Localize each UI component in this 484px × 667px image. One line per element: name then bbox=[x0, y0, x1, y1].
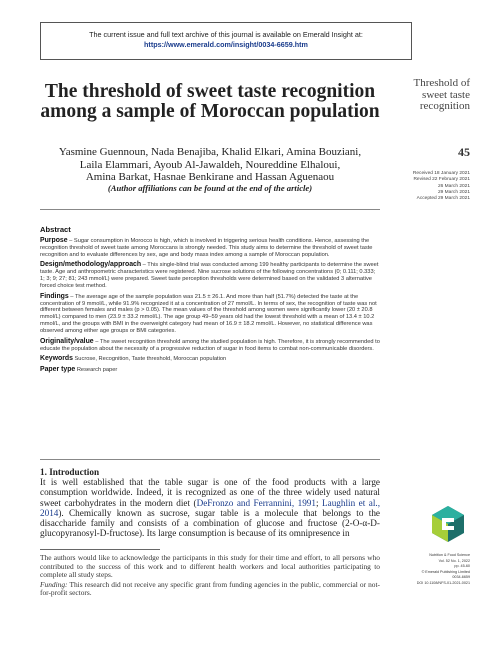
title-divider bbox=[40, 209, 380, 210]
abstract-originality bbox=[40, 339, 380, 353]
design-label: Design/methodology/approach bbox=[40, 261, 142, 269]
running-head bbox=[395, 78, 470, 113]
abstract-purpose bbox=[40, 238, 380, 259]
citation-defronzo-link[interactable]: DeFronzo and Ferrannini, 1991 bbox=[196, 497, 316, 508]
funding-statement bbox=[40, 581, 380, 598]
affiliation-note: (Author affiliations can be found at the end of the article) bbox=[107, 183, 313, 193]
revised-date: Revised 22 February 2021 bbox=[413, 177, 470, 183]
funding-text: This research did not receive any specific grant from funding agencies in the public, commercial or not-for-profit sectors. bbox=[40, 579, 380, 598]
journal-issn: 0034-6659 bbox=[452, 575, 470, 579]
introduction-heading: 1. Introduction bbox=[40, 467, 100, 477]
banner-text: The current issue and full text archive of this journal is available on Emerald Insight at: bbox=[89, 30, 363, 39]
introduction-section bbox=[40, 467, 380, 538]
author-line-1: Yasmine Guennoun, Nada Benajiba, Khalid Elkari, Amina Bouziani, bbox=[58, 146, 362, 158]
acknowledgement: The authors would like to acknowledge the participants in this study for their time and effort, to all persons who contributed to the success of this work and to different health workers and local authorities participating to complete all study steps. bbox=[40, 553, 380, 580]
abstract-findings bbox=[40, 294, 380, 335]
design-text: – This single-blind trial was conducted among 199 healthy participants to determine the sweet taste. Age and anthropometric characteristics were registered. Nine sucrose solutions of the following concentrations (0; 0.111; 0.333; 1; 3; 9; 27; 81; 243 mmol/L) were prepared. Sweet taste perception thresholds were determined based on the validated 3 alternative forced choice test method. bbox=[40, 262, 379, 289]
intro-text-c: ). Chemically known as sucrose, sugar table is a molecule that belongs to the disaccharide family and consists of a combination of glucose and fructose (2-O-α-D-glucopyranosyl-D-fructose). Its large consumption is because of its omnipresence in bbox=[40, 507, 380, 539]
running-head-line-1: Threshold of bbox=[413, 77, 470, 89]
citation-laughlin-link[interactable]: Laughlin et al., 2014 bbox=[40, 497, 380, 518]
journal-pages: pp. 45-60 bbox=[454, 564, 470, 568]
revised-date-2: 26 March 2021 bbox=[438, 183, 470, 189]
running-head-line-2: sweet taste bbox=[422, 88, 470, 101]
journal-publisher: © Emerald Publishing Limited bbox=[421, 569, 470, 574]
intro-text-b: ; bbox=[315, 497, 323, 508]
article-title: The threshold of sweet taste recognition among a sample of Moroccan population bbox=[40, 81, 380, 122]
author-list bbox=[40, 146, 380, 184]
abstract-heading: Abstract bbox=[40, 225, 71, 234]
running-head-line-3: recognition bbox=[419, 100, 470, 112]
journal-doi: DOI 10.1108/NFS-01-2021-0021 bbox=[416, 580, 470, 585]
emerald-logo-icon bbox=[428, 504, 468, 544]
received-date: Received 18 January 2021 bbox=[412, 171, 470, 176]
journal-info bbox=[386, 553, 470, 586]
author-line-3: Amina Barkat, Hasnae Benkirane and Hassan Aguenaou bbox=[85, 171, 335, 183]
abstract-design bbox=[40, 262, 380, 290]
revised-date-3: 29 March 2021 bbox=[438, 189, 470, 195]
funding-label: Funding: bbox=[40, 579, 68, 589]
findings-label: Findings bbox=[40, 292, 69, 300]
keywords bbox=[40, 356, 380, 363]
footnote-divider bbox=[40, 549, 160, 550]
paper-type-label: Paper type bbox=[40, 366, 76, 374]
journal-name: Nutrition & Food Science bbox=[429, 553, 470, 557]
accepted-date: Accepted 29 March 2021 bbox=[416, 196, 470, 202]
journal-url-link[interactable]: https://www.emerald.com/insight/0034-6659.htm bbox=[144, 40, 308, 49]
purpose-text: – Sugar consumption in Morocco is high, which is involved in triggering serious health conditions. Hence, assessing the recognition threshold of sweet taste among Moroccans is strongly needed. This study aims to determine the threshold of sweet taste recognition and to evaluate differences by sex, age and body mass index among a sample of Moroccan population. bbox=[40, 237, 373, 258]
paper-type bbox=[40, 367, 380, 374]
page-number: 45 bbox=[458, 145, 470, 159]
keywords-text: Sucrose, Recognition, Taste threshold, Moroccan population bbox=[72, 356, 227, 363]
abstract-section bbox=[40, 227, 380, 378]
article-history bbox=[370, 171, 470, 202]
abstract-divider bbox=[40, 459, 380, 460]
originality-text: – The sweet recognition threshold among the studied population is high. Therefore, it is strongly recommended to educate the population about the necessity of a progressive reduction of sugar in food items to combat non-communicable disorders. bbox=[40, 338, 380, 352]
introduction-paragraph bbox=[40, 477, 380, 538]
journal-volume: Vol. 52 No. 1, 2022 bbox=[438, 558, 470, 563]
findings-text: – The average age of the sample population was 21.5 ± 26.1. And more than half (51.7%) detected the taste at the concentration of 9 mmol/L, while 91.9% recognized it at a concentration of 27 mmol/L. In terms of sex, the recognition of taste was not different between females and males (p > 0.05). The mean values of the threshold among women were significantly lower (20 ± 20.8 mmol/L) compared to men (23.9 ± 33.2 mmol/L). The age group 49–59 years old had the lowest threshold with a mean of 13.4 ± 10.2 mmol/L, and the groups with BMI in the overweight category had mean of 16.9 ± 18.2 mmol/L. However, no statistical difference was observed among either age groups or BMI categories. bbox=[40, 293, 377, 335]
paper-type-text: Research paper bbox=[75, 367, 118, 374]
purpose-label: Purpose bbox=[40, 236, 68, 244]
author-line-2: Laila Elammari, Ayoub Al-Jawaldeh, Noureddine Elhaloui, bbox=[79, 158, 341, 171]
footnote-section bbox=[40, 554, 380, 599]
originality-label: Originality/value bbox=[40, 337, 94, 345]
journal-availability-banner bbox=[40, 22, 412, 60]
intro-text-a: It is well established that the table sugar is one of the food products with a large consumption worldwide. Indeed, it is recognized as one of the three widely used natural sweet carbohydrates in the modern diet ( bbox=[40, 477, 380, 508]
keywords-label: Keywords bbox=[40, 355, 73, 363]
